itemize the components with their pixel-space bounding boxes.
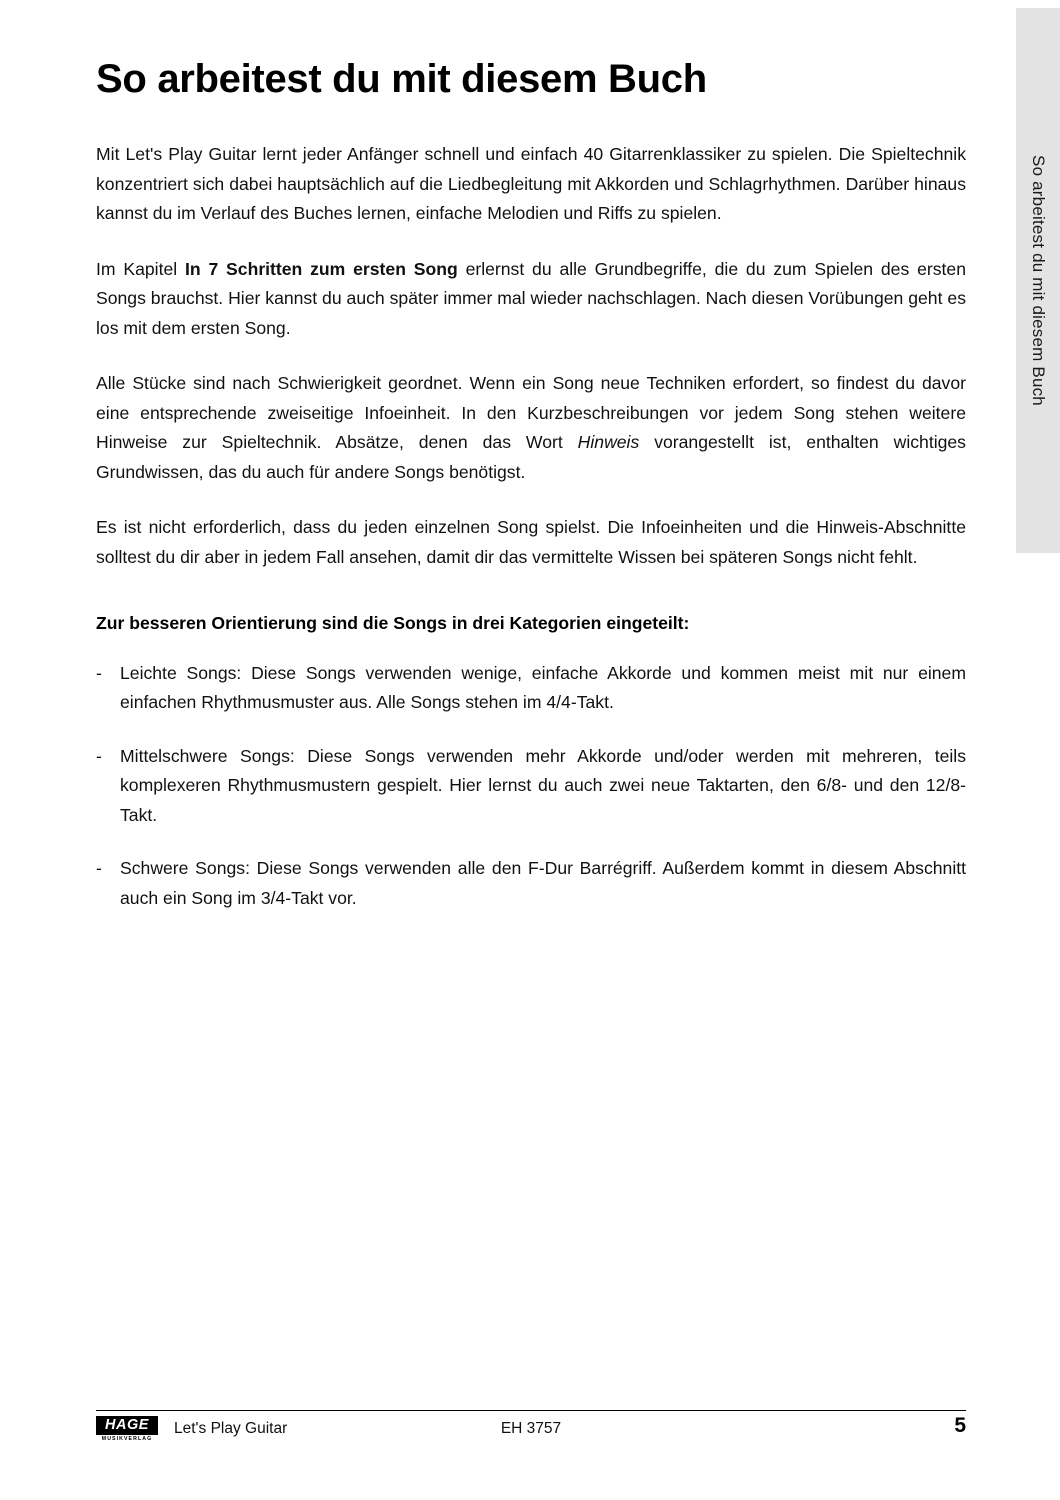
footer-edition-code: EH 3757 xyxy=(500,1420,562,1437)
chapter-name-bold: In 7 Schritten zum ersten Song xyxy=(184,258,458,279)
page-footer xyxy=(96,1410,966,1444)
categories-list xyxy=(96,659,966,914)
footer-page-number: 5 xyxy=(954,1414,966,1437)
list-item-text: Leichte Songs: Diese Songs verwenden wenige, einfache Akkorde und kommen meist mit nur einem einfachen Rhythmusmuster aus. Alle Songs stehen im 4/4-Takt. xyxy=(120,662,966,713)
list-item xyxy=(96,854,966,913)
list-item xyxy=(96,742,966,831)
list-bullet-dash: - xyxy=(96,745,102,766)
publisher-logo-subtitle: MUSIKVERLAG xyxy=(101,1436,153,1442)
chapter-side-tab-label: So arbeitest du mit diesem Buch xyxy=(1029,155,1048,406)
list-item-text: Schwere Songs: Diese Songs verwenden alle den F-Dur Barrégriff. Außerdem kommt in diesem Abschnitt auch ein Song im 3/4-Takt vor. xyxy=(120,858,966,908)
categories-lead-in: Zur besseren Orientierung sind die Songs in drei Kategorien eingeteilt: xyxy=(96,612,690,633)
list-bullet-dash: - xyxy=(96,858,102,879)
list-bullet-dash: - xyxy=(96,662,102,683)
paragraph-difficulty-order xyxy=(96,369,966,487)
page-title: So arbeitest du mit diesem Buch xyxy=(96,57,707,101)
page-content xyxy=(96,56,966,914)
list-item xyxy=(96,659,966,718)
para2-before-bold: Im Kapitel xyxy=(96,258,185,279)
footer-book-title: Let's Play Guitar xyxy=(174,1420,288,1437)
paragraph-optional-songs: Es ist nicht erforderlich, dass du jeden einzelnen Song spielst. Die Infoeinheiten und die Hinweis-Abschnitte solltest du dir aber in jedem Fall ansehen, damit dir das vermittelte Wissen bei späteren Songs nicht fehlt. xyxy=(96,517,966,568)
chapter-side-tab xyxy=(1016,8,1060,553)
para3-before-italic: Alle Stücke sind nach Schwierigkeit geordnet. Wenn ein Song neue Techniken erfordert, so findest du davor eine entsprechende zweiseitige Infoeinheit. In den Kurzbeschreibungen vor jedem Song stehen weitere Hinweise zur Spieltechnik. Absätze, denen das Wort xyxy=(96,373,966,453)
hinweis-italic: Hinweis xyxy=(577,432,640,453)
para2-after-bold: erlernst du alle Grundbegriffe, die du zum Spielen des ersten Songs brauchst. Hier kannst du auch später immer mal wieder nachschlagen. Nach diesen Vorübungen geht es los mit dem ersten Song. xyxy=(96,258,966,338)
footer-divider xyxy=(96,1410,966,1411)
paragraph-chapter-reference xyxy=(96,255,966,344)
para3-after-italic: vorangestellt ist, enthalten wichtiges Grundwissen, das du auch für andere Songs benötigst. xyxy=(96,432,966,482)
paragraph-intro: Mit Let's Play Guitar lernt jeder Anfänger schnell und einfach 40 Gitarrenklassiker zu spielen. Die Spieltechnik konzentriert sich dabei hauptsächlich auf die Liedbegleitung mit Akkorden und Schlagrhythmen. Darüber hinaus kannst du im Verlauf des Buches lernen, einfache Melodien und Riffs zu spielen. xyxy=(96,144,966,224)
publisher-logo-name: HAGE xyxy=(96,1416,158,1435)
list-item-text: Mittelschwere Songs: Diese Songs verwenden mehr Akkorde und/oder werden mit mehreren, teils komplexeren Rhythmusmustern gespielt. Hier lernst du auch zwei neue Taktarten, den 6/8- und den 12/8-Takt. xyxy=(120,745,966,825)
